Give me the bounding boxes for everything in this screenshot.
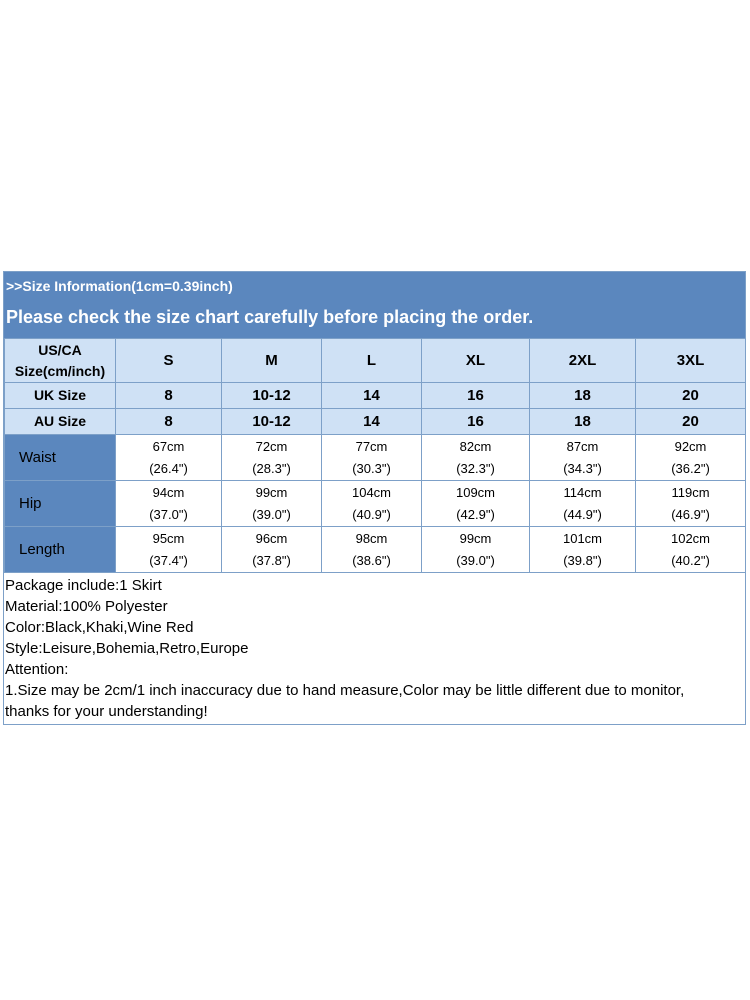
size-cell: M [222,339,322,383]
measure-cell: 77cm (30.3") [322,435,422,481]
au-size-label: AU Size [5,409,116,435]
measure-cell: 94cm (37.0") [116,481,222,527]
hip-row [5,481,746,527]
measure-cell: 114cm (44.9") [530,481,636,527]
uk-size-row [5,383,746,409]
uk-size-cell: 10-12 [222,383,322,409]
measure-cell: 95cm (37.4") [116,527,222,573]
uk-size-cell: 18 [530,383,636,409]
au-size-row [5,409,746,435]
uk-size-cell: 14 [322,383,422,409]
attention-note: 1.Size may be 2cm/1 inch inaccuracy due to hand measure,Color may be little different due to monitor, [5,682,685,699]
measure-cell: 104cm (40.9") [322,481,422,527]
length-label: Length [5,527,116,573]
au-size-cell: 8 [116,409,222,435]
waist-label: Waist [5,435,116,481]
measure-cell: 67cm (26.4") [116,435,222,481]
material-text: Material:100% Polyester [5,598,168,615]
size-cell: S [116,339,222,383]
size-cell: XL [422,339,530,383]
waist-row [5,435,746,481]
measure-cell: 99cm (39.0") [422,527,530,573]
thanks-text: thanks for your understanding! [5,703,208,720]
measure-cell: 102cm (40.2") [636,527,746,573]
measure-cell: 87cm (34.3") [530,435,636,481]
attention-heading: Attention: [5,661,69,678]
measure-cell: 98cm (38.6") [322,527,422,573]
size-cell: 2XL [530,339,636,383]
size-check-notice: Please check the size chart carefully before placing the order. [6,307,534,327]
us-size-label: US/CA Size(cm/inch) [5,339,116,383]
package-include-text: Package include:1 Skirt [5,577,162,594]
style-text: Style:Leisure,Bohemia,Retro,Europe [5,640,249,657]
uk-size-label: UK Size [5,383,116,409]
measure-cell: 109cm (42.9") [422,481,530,527]
size-chart [3,271,746,725]
au-size-cell: 20 [636,409,746,435]
au-size-cell: 10-12 [222,409,322,435]
us-size-row [5,339,746,383]
measure-cell: 92cm (36.2") [636,435,746,481]
length-row [5,527,746,573]
size-info-title: >>Size Information(1cm=0.39inch) [6,278,233,294]
size-table [4,338,746,573]
au-size-cell: 18 [530,409,636,435]
uk-size-cell: 8 [116,383,222,409]
measure-cell: 82cm (32.3") [422,435,530,481]
size-cell: 3XL [636,339,746,383]
measure-cell: 119cm (46.9") [636,481,746,527]
hip-label: Hip [5,481,116,527]
uk-size-cell: 16 [422,383,530,409]
measure-cell: 96cm (37.8") [222,527,322,573]
size-info-banner [4,272,745,338]
measure-cell: 99cm (39.0") [222,481,322,527]
product-info [4,573,745,724]
au-size-cell: 14 [322,409,422,435]
size-cell: L [322,339,422,383]
au-size-cell: 16 [422,409,530,435]
uk-size-cell: 20 [636,383,746,409]
color-text: Color:Black,Khaki,Wine Red [5,619,194,636]
measure-cell: 101cm (39.8") [530,527,636,573]
measure-cell: 72cm (28.3") [222,435,322,481]
